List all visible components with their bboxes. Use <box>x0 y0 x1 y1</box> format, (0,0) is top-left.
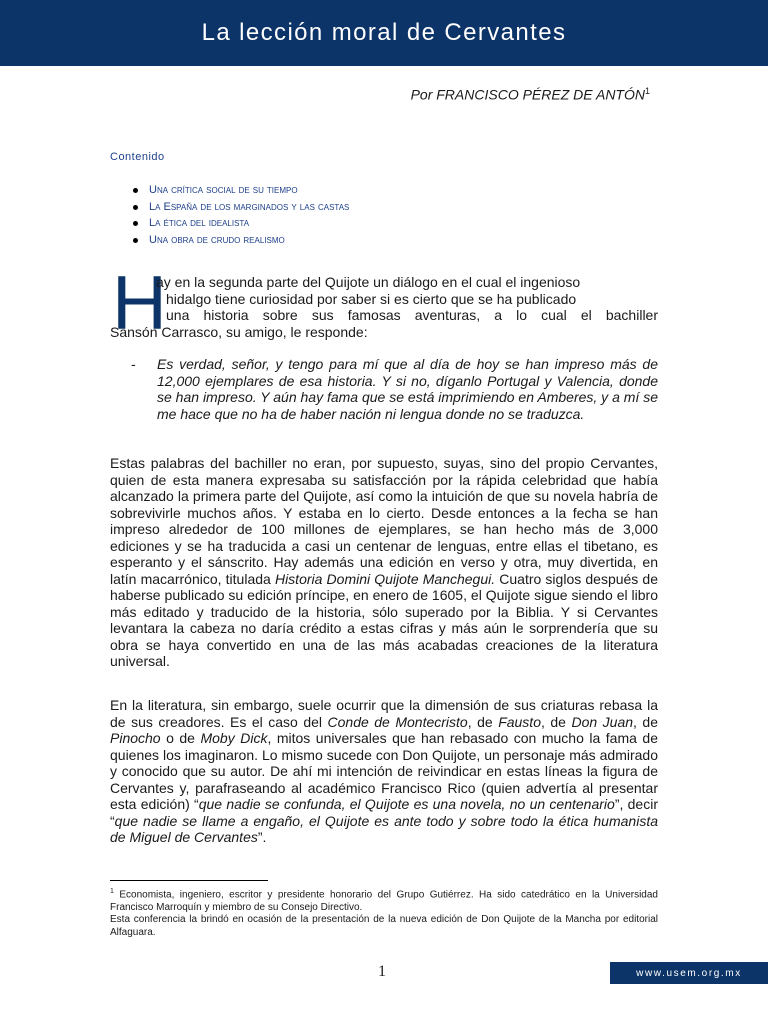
website-link[interactable]: www.usem.org.mx <box>636 967 742 979</box>
author-footnote-mark[interactable]: 1 <box>644 86 650 96</box>
footnote <box>110 886 658 939</box>
paragraph-3-text: ”. <box>257 829 267 845</box>
paragraph-2-text: Estas palabras del bachiller no eran, por supuesto, suyas, sino del propio Cervantes, quien de esta manera expresaba su satisfacción por la rápida celebridad que había alcanzado la primera parte del Quijote, así como la intuición de que su novela habría de sobrevivirle muchos años. Y estaba en lo cierto. Desde entonces a la fecha se han impreso alrededor de 100 millones de ejemplares, se han hecho más de 3,000 ediciones y se ha traducida a casi un centenar de lenguas, entre ellas el tibetano, es esperanto y el sánscrito. Hay además una edición en verso y otra, muy divertida, en latín macarrónico, titulada <box>110 455 658 587</box>
toc-list <box>110 182 349 248</box>
paragraph-2 <box>110 455 658 670</box>
author-name: Por FRANCISCO PÉREZ DE ANTÓN <box>410 86 645 103</box>
intro-line: Sansón Carrasco, su amigo, le responde: <box>110 323 368 340</box>
italic-title: Moby Dick <box>200 730 268 746</box>
toc-link-espana-marginados[interactable]: La España de los marginados y las castas <box>110 199 349 216</box>
paragraph-3-text: , de <box>633 713 658 730</box>
paragraph-3 <box>110 697 658 846</box>
header-bar <box>0 0 768 66</box>
paragraph-3-text: , de <box>467 713 499 730</box>
paragraph-3-text: o de <box>160 730 201 746</box>
toc-link-etica-idealista[interactable]: La ética del idealista <box>110 215 349 232</box>
block-quote: Es verdad, señor, y tengo para mí que al día de hoy se han impreso más de 12,000 ejemplares de esa historia. Y si no, díganlo Portugal y Valencia, donde se han impreso. Y aún hay fama que se está imprimiendo en Amberes, y a mí se me hace que no ha de haber nación ni lengua donde no se traduzca. <box>157 356 658 422</box>
toc-link-critica-social[interactable]: Una crítica social de su tiempo <box>110 182 349 199</box>
italic-title: Conde de Montecristo <box>327 713 468 730</box>
intro-line: una historia sobre sus famosas aventuras, a lo cual el bachiller <box>166 307 658 323</box>
quote-dash: - <box>131 356 136 372</box>
toc-title: Contenido <box>110 151 165 163</box>
footnote-line <box>110 886 658 914</box>
website-badge[interactable] <box>610 962 768 984</box>
footnote-text: Economista, ingeniero, escritor y presidente honorario del Grupo Gutiérrez. Ha sido catedrático en la Universidad Francisco Marroquín y miembro de su Consejo Directivo. <box>110 889 658 913</box>
italic-title: Don Juan <box>571 713 634 730</box>
intro-line: ay en la segunda parte del Quijote un diálogo en el cual el ingenioso <box>156 274 581 290</box>
paragraph-3-text: , mitos universales que han rebasado con mucho la fama de quienes los imaginaron. Lo mismo sucede con Don Quijote, un personaje más admirado y conocido que su autor. De ahí mi intención de reivindicar en estas líneas la figura de Cervantes y, parafraseando al académico Francisco Rico (quien advertía al presentar esta edición) “ <box>110 730 658 812</box>
paragraph-3-text: En la literatura, sin embargo, suele ocurrir que la dimensión de sus criaturas rebasa la de sus creadores. Es el caso del <box>110 697 658 730</box>
page-title: La lección moral de Cervantes <box>201 19 567 46</box>
paragraph-3-text: ”, decir “ <box>110 796 658 829</box>
paragraph-2-text: Cuatro siglos después de haberse publicado su edición príncipe, en enero de 1605, el Quijote sigue siendo el libro más editado y traducido de la historia, sólo superado por la Biblia. Y si Cervantes levantara la cabeza no daría crédito a estas cifras y más aún le sorprendería que su obra se haya convertido en una de las más acabadas creaciones de la literatura universal. <box>110 570 659 669</box>
book-title: Historia Domini Quijote Manchegui. <box>274 570 496 587</box>
toc-link-crudo-realismo[interactable]: Una obra de crudo realismo <box>110 232 349 249</box>
italic-title: Fausto <box>498 713 541 730</box>
author-line <box>411 86 650 103</box>
page-number: 1 <box>378 963 386 980</box>
drop-cap: H <box>112 261 167 346</box>
footnote-divider <box>110 880 268 881</box>
footnote-line: Esta conferencia la brindó en ocasión de la presentación de la nueva edición de Don Quijote de la Mancha por editorial Alfaguara. <box>110 914 658 938</box>
paragraph-3-text: , de <box>541 713 572 730</box>
italic-quote: que nadie se llame a engaño, el Quijote es ante todo y sobre todo la ética humanista de Miguel de Cervantes <box>110 812 658 845</box>
italic-title: Pinocho <box>110 730 161 746</box>
italic-quote: que nadie se confunda, el Quijote es una novela, no un centenario <box>198 796 615 812</box>
intro-line: hidalgo tiene curiosidad por saber si es cierto que se ha publicado <box>166 290 577 307</box>
footnote-mark: 1 <box>110 888 114 895</box>
